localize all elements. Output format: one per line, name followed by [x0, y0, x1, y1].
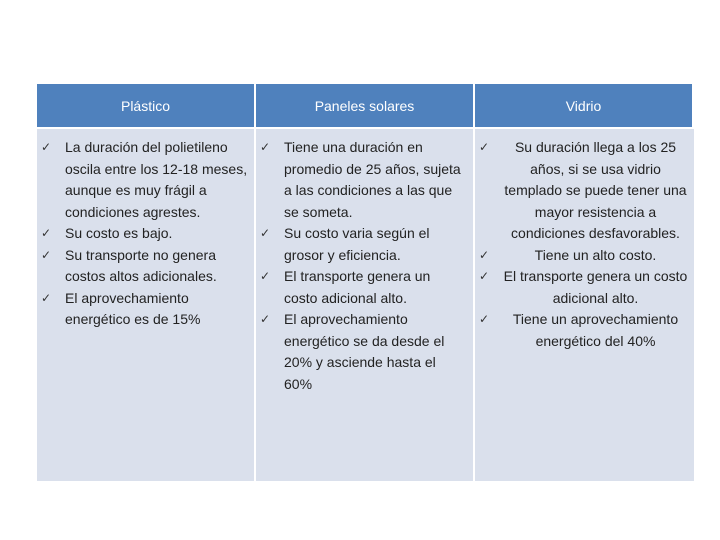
list-item-text: El aprovechamiento energético se da desde el 20% y asciende hasta el 60% [284, 311, 445, 392]
checkmark-icon: ✓ [260, 140, 271, 154]
list-item-text: Su costo es bajo. [65, 225, 173, 241]
checkmark-icon: ✓ [260, 269, 271, 283]
list-item [260, 223, 467, 266]
checkmark-icon: ✓ [479, 247, 490, 262]
header-plastico: Plástico [37, 84, 256, 127]
comparison-table [37, 84, 694, 481]
checkmark-icon: ✓ [260, 226, 271, 240]
checkmark-icon: ✓ [479, 312, 490, 326]
list-item [479, 245, 688, 267]
list-item-text: El transporte genera un costo adicional alto. [503, 268, 688, 306]
cell-plastico [37, 127, 256, 481]
checkmark-icon: ✓ [41, 140, 52, 154]
checkmark-icon: ✓ [479, 269, 490, 283]
checkmark-icon: ✓ [41, 226, 52, 240]
list-item-text: El aprovechamiento energético es de 15% [65, 289, 201, 327]
list-item-text: Su costo varia según el grosor y eficiencia. [284, 225, 430, 263]
list-item [41, 245, 248, 288]
header-paneles-solares: Paneles solares [256, 84, 475, 127]
list-item [479, 309, 688, 352]
bullet-list [260, 137, 467, 395]
checkmark-icon: ✓ [260, 312, 271, 326]
checkmark-icon: ✓ [41, 247, 52, 262]
list-item-text: La duración del polietileno oscila entre los 12-18 meses, aunque es muy frágil a condiciones agrestes. [65, 139, 248, 220]
list-item-text: Tiene un alto costo. [534, 246, 657, 263]
list-item-text: Tiene una duración en promedio de 25 años, sujeta a las condiciones a las que se someta. [284, 139, 461, 220]
list-item [479, 266, 688, 309]
list-item [479, 137, 688, 245]
list-item-text: Tiene un aprovechamiento energético del 40% [512, 311, 679, 349]
list-item [41, 288, 248, 331]
bullet-list [41, 137, 248, 331]
checkmark-icon: ✓ [41, 290, 52, 305]
list-item [41, 137, 248, 223]
list-item [260, 266, 467, 309]
list-item-text: Su duración llega a los 25 años, si se usa vidrio templado se puede tener una mayor resistencia a condiciones desfavorables. [504, 139, 687, 241]
list-item [260, 309, 467, 395]
cell-paneles-solares [256, 127, 475, 481]
list-item-text: Su transporte no genera costos altos adicionales. [65, 246, 217, 284]
header-vidrio: Vidrio [475, 84, 694, 127]
cell-vidrio [475, 127, 694, 481]
bullet-list [479, 137, 688, 352]
checkmark-icon: ✓ [479, 140, 490, 154]
list-item [260, 137, 467, 223]
list-item [41, 223, 248, 245]
list-item-text: El transporte genera un costo adicional alto. [284, 268, 431, 306]
